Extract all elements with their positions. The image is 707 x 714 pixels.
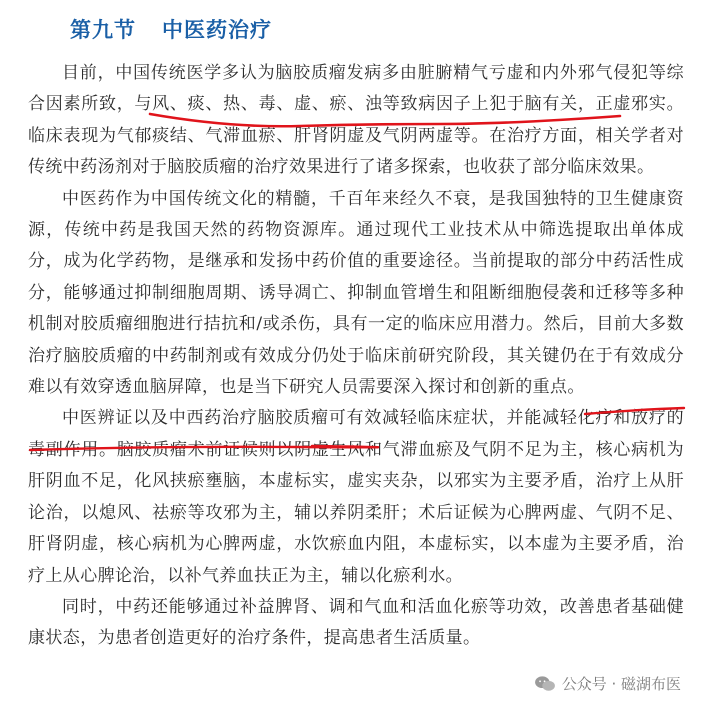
section-heading — [70, 14, 272, 44]
paragraph: 同时，中药还能够通过补益脾肾、调和气血和活血化瘀等功效，改善患者基础健康状态，为患者创造更好的治疗条件，提高患者生活质量。 — [28, 596, 684, 649]
body-text — [28, 58, 684, 655]
wechat-icon — [534, 675, 556, 693]
paragraph: 中医药作为中国传统文化的精髓，千百年来经久不衰，是我国独特的卫生健康资源，传统中药是我国天然的药物资源库。通过现代工业技术从中筛选提取出单体成分，成为化学药物，是继承和发扬中药价值的重要途径。当前提取的部分中药活性成分，能够通过抑制细胞周期、诱导凋亡、抑制血管增生和阻断细胞侵袭和迁移等多种机制对胶质瘤细胞进行拮抗和/或杀伤，具有一定的临床应用潜力。然后，目前大多数治疗脑胶质瘤的中药制剂或有效成分仍处于临床前研究阶段，其关键仍在于有效成分难以有效穿透血脑屏障，也是当下研究人员需要深入探讨和创新的重点。 — [28, 188, 684, 398]
watermark — [530, 671, 685, 696]
section-number: 第九节 — [70, 17, 136, 42]
watermark-text: 公众号 · 磁湖布医 — [561, 675, 681, 693]
paragraph: 目前，中国传统医学多认为脑胶质瘤发病多由脏腑精气亏虚和内外邪气侵犯等综合因素所致，与风、痰、热、毒、虚、瘀、浊等致病因子上犯于脑有关，正虚邪实。临床表现为气郁痰结、气滞血瘀、肝肾阴虚及气阴两虚等。在治疗方面，相关学者对传统中药汤剂对于脑胶质瘤的治疗效果进行了诸多探索，也收获了部分临床效果。 — [28, 63, 684, 178]
paragraph: 中医辨证以及中西药治疗脑胶质瘤可有效减轻临床症状，并能减轻化疗和放疗的毒副作用。脑胶质瘤术前证候则以阴虚生风和气滞血瘀及气阴不足为主，核心病机为肝阴血不足，化风挟瘀壅脑，本虚标实，虚实夹杂，以邪实为主要矛盾，治疗上从肝论治，以熄风、祛瘀等攻邪为主，辅以养阴柔肝；术后证候为心脾两虚、气阴不足、肝肾阴虚，核心病机为心脾两虚，水饮瘀血内阻，本虚标实，以本虚为主要矛盾，治疗上从心脾论治，以补气养血扶正为主，辅以化瘀利水。 — [28, 408, 684, 586]
section-title: 中医药治疗 — [162, 17, 272, 42]
